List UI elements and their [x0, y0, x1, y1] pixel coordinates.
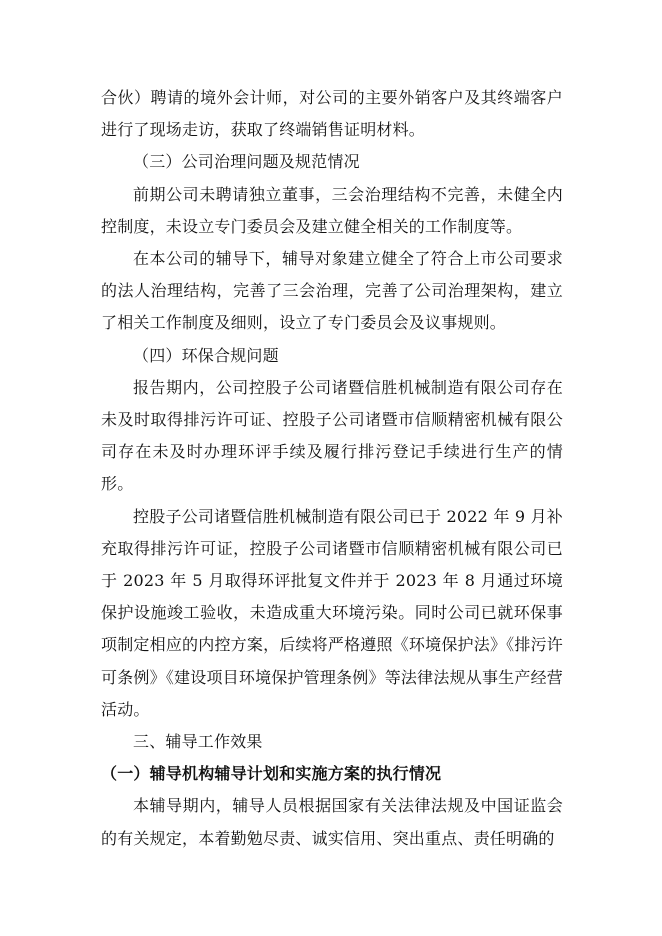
- paragraph-governance-after: 在本公司的辅导下，辅导对象建立健全了符合上市公司要求的法人治理结构，完善了三会治理，完善了公司治理架构，建立了相关工作制度及细则，设立了专门委员会及议事规则。: [101, 249, 563, 333]
- section-heading-effect: 三、辅导工作效果: [133, 732, 263, 752]
- sub-heading-environment: （四）环保合规问题: [133, 345, 279, 365]
- paragraph-continued: 合伙）聘请的境外会计师，对公司的主要外销客户及其终端客户进行了现场走访，获取了终端销售证明材料。: [101, 88, 563, 140]
- paragraph-environment-issue: 报告期内，公司控股子公司诸暨信胜机械制造有限公司存在未及时取得排污许可证、控股子公司诸暨市信顺精密机械有限公司存在未及时办理环评手续及履行排污登记手续进行生产的情形。: [101, 377, 563, 494]
- paragraph-environment-remedy: 控股子公司诸暨信胜机械制造有限公司已于 2022 年 9 月补充取得排污许可证，控股子公司诸暨市信顺精密机械有限公司已于 2023 年 5 月取得环评批复文件并于 2023 年 8 月通过环境保护设施竣工验收，未造成重大环境污染。同时公司已就环保事项制定相应的内控方案，后续将严格遵照《环境保护法》《排污许可条例》《建设项目环境保护管理条例》等法律法规从事生产经营活动。: [101, 506, 563, 719]
- paragraph-plan: 本辅导期内，辅导人员根据国家有关法律法规及中国证监会的有关规定，本着勤勉尽责、诚实信用、突出重点、责任明确的: [101, 796, 563, 848]
- paragraph-governance-before: 前期公司未聘请独立董事，三会治理结构不完善，未健全内控制度，未设立专门委员会及建立健全相关的工作制度等。: [101, 184, 563, 236]
- document-body: [101, 82, 563, 855]
- sub-heading-governance: （三）公司治理问题及规范情况: [133, 152, 360, 172]
- bold-sub-heading-plan: （一）辅导机构辅导计划和实施方案的执行情况: [101, 764, 442, 784]
